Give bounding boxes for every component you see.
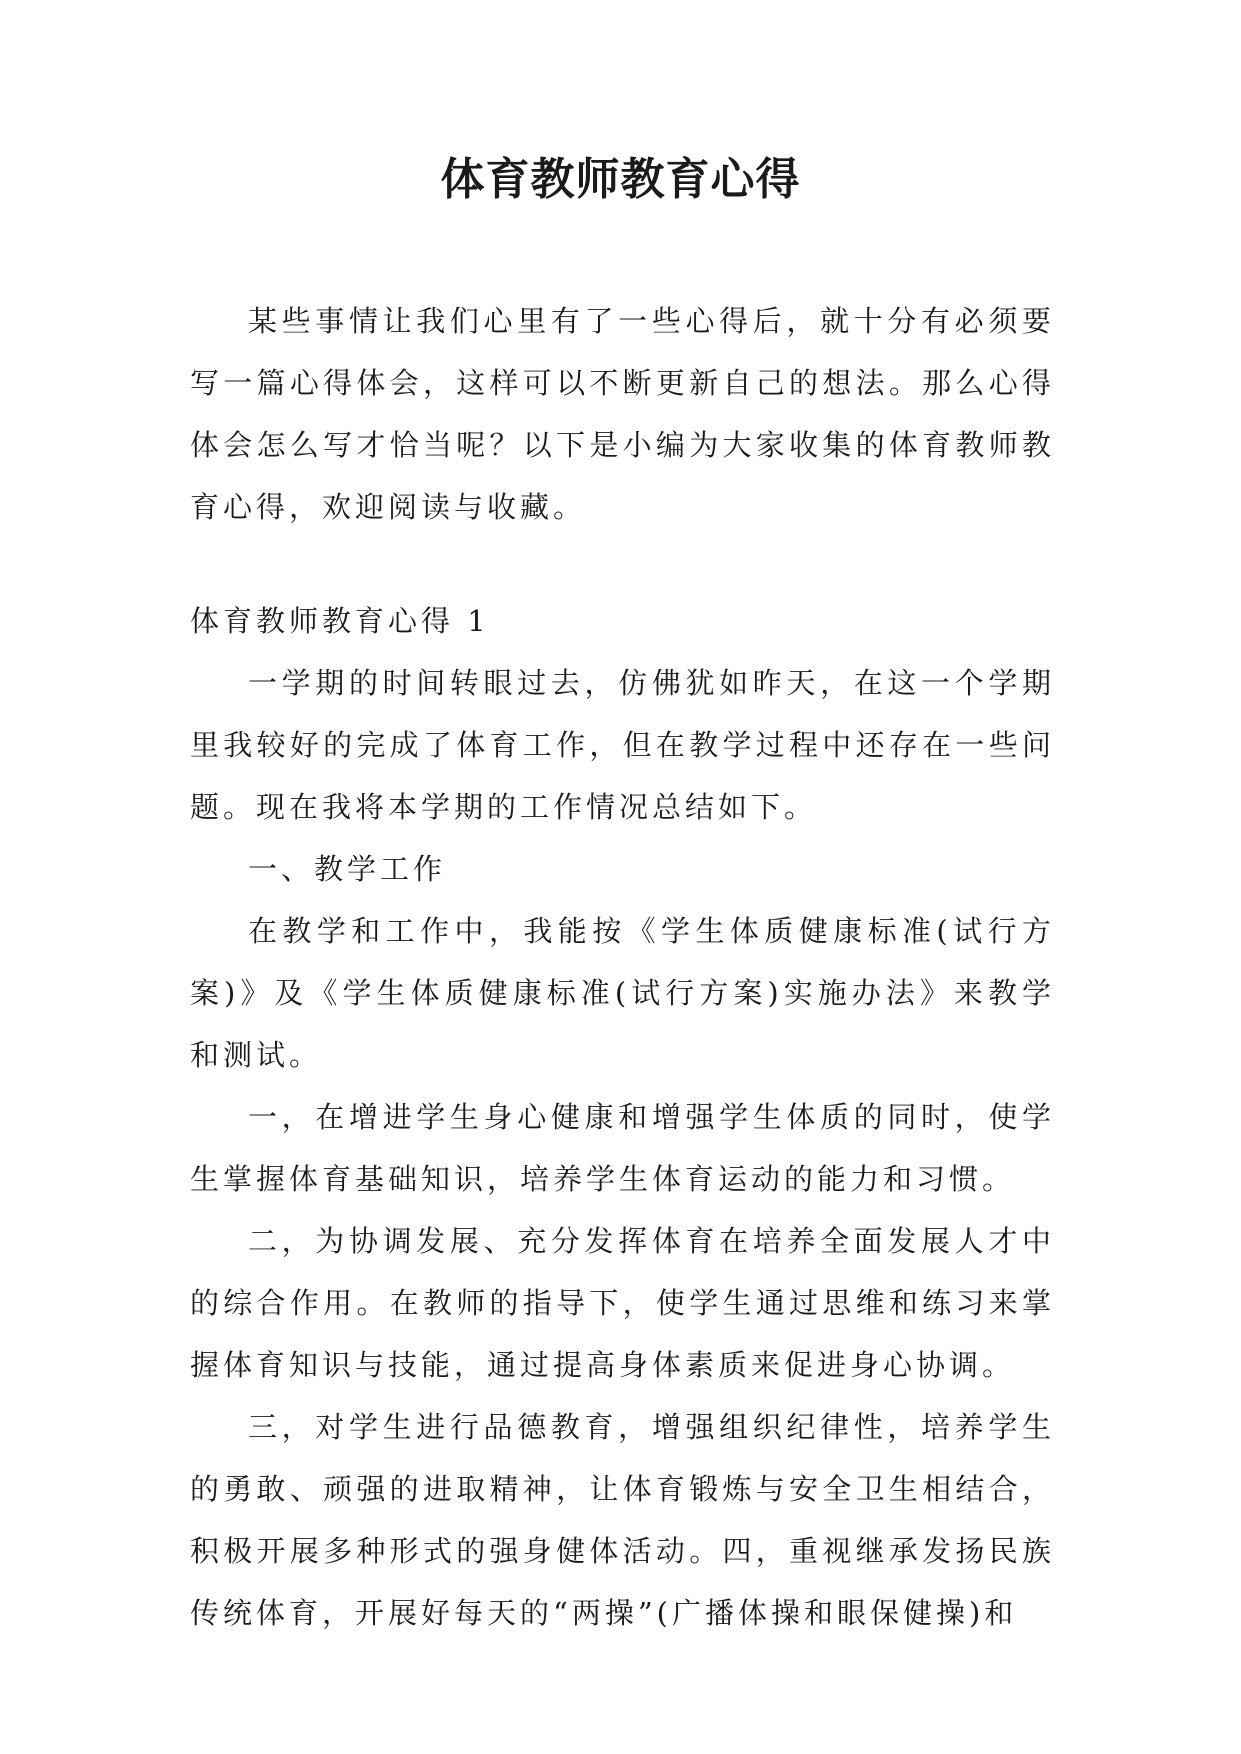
section-heading: 体育教师教育心得 1 [190,604,490,638]
body-paragraph: 一学期的时间转眼过去，仿佛犹如昨天，在这一个学期里我较好的完成了体育工作，但在教学过程中还存在一些问题。现在我将本学期的工作情况总结如下。 [190,666,1055,824]
body-paragraph: 在教学和工作中，我能按《学生体质健康标准(试行方案)》及《学生体质健康标准(试行方案)实施办法》来教学和测试。 [190,914,1055,1072]
intro-paragraph: 某些事情让我们心里有了一些心得后，就十分有必须要写一篇心得体会，这样可以不断更新自己的想法。那么心得体会怎么写才恰当呢？以下是小编为大家收集的体育教师教育心得，欢迎阅读与收藏。 [190,304,1055,524]
document-title: 体育教师教育心得 [440,154,801,205]
body-paragraph: 一，在增进学生身心健康和增强学生体质的同时，使学生掌握体育基础知识，培养学生体育运动的能力和习惯。 [190,1100,1055,1196]
document-body [190,290,1055,1644]
subheading-teaching-work: 一、教学工作 [248,852,447,886]
body-paragraph: 二，为协调发展、充分发挥体育在培养全面发展人才中的综合作用。在教师的指导下，使学生通过思维和练习来掌握体育知识与技能，通过提高身体素质来促进身心协调。 [190,1224,1055,1382]
body-paragraph: 三，对学生进行品德教育，增强组织纪律性，培养学生的勇敢、顽强的进取精神，让体育锻炼与安全卫生相结合，积极开展多种形式的强身健体活动。四，重视继承发扬民族传统体育，开展好每天的“两操”(广播体操和眼保健操)和 [190,1410,1055,1630]
